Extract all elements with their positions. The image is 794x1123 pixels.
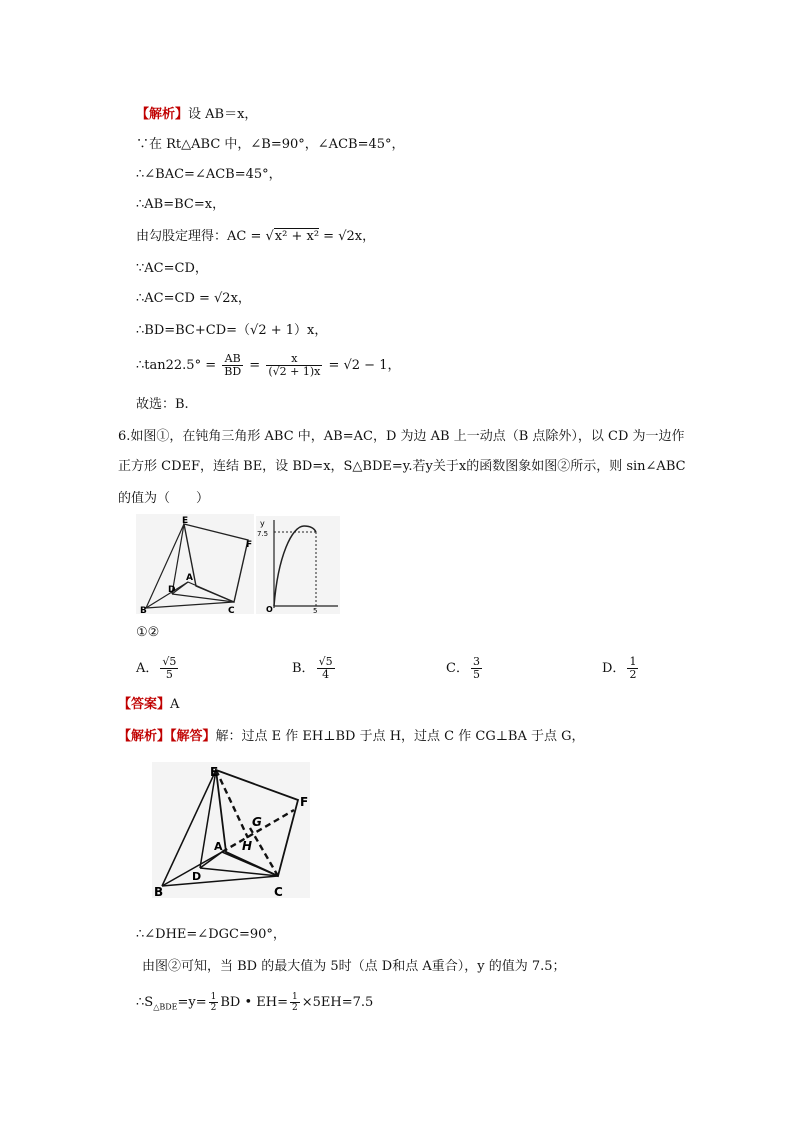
- analysis-step-1: ∴∠DHE=∠DGC=90°，: [136, 927, 286, 942]
- solution-line-3: ∴∠BAC=∠ACB=45°，: [136, 167, 282, 182]
- analysis-line: 【解析】【解答】解：过点 E 作 EH⊥BD 于点 H，过点 C 作 CG⊥BA 于点 G，: [118, 729, 585, 744]
- fraction-ab-bd: $\frac{AB}{BD}$: [224, 352, 242, 378]
- analysis-label: 【解析】: [136, 107, 189, 122]
- fig1-label-b: B: [140, 606, 147, 614]
- solution-line-6: ∵AC=CD，: [136, 261, 208, 276]
- analysis-step-3: $\therefore S_{\triangle BDE}=y=$ $\frac{1}{2}$ BD • EH= $\frac{1}{2}$ ×5EH=7.5: [136, 992, 374, 1013]
- figure-3-auxiliary-lines: [152, 762, 310, 898]
- solution-line-10: 故选：B.: [136, 397, 189, 412]
- fig3-label-g: G: [252, 815, 262, 829]
- fig1-label-f: F: [246, 540, 253, 550]
- option-c[interactable]: C． $\frac{3}{5}$: [446, 655, 480, 681]
- answer-label: 【答案】: [118, 697, 171, 712]
- fig1-label-d: D: [168, 585, 176, 595]
- fig3-label-b: B: [154, 885, 164, 898]
- analysis-solution-label: 【解析】【解答】: [118, 729, 216, 744]
- option-a[interactable]: A． $\frac{√5}{5}$: [136, 655, 177, 681]
- fig3-label-e: E: [210, 765, 219, 779]
- figure-1-triangle-square: [136, 514, 254, 614]
- fraction-x: $\frac{x}{(√2 + 1)x}$: [268, 352, 321, 378]
- figure-2-function-graph: [256, 516, 340, 614]
- fig2-label-y: y: [260, 519, 265, 528]
- solution-line-4: ∴AB=BC=x，: [136, 197, 226, 212]
- fig1-label-c: C: [228, 606, 235, 614]
- fig2-label-o: O: [266, 605, 273, 614]
- fig3-label-c: C: [274, 885, 283, 898]
- fig3-label-a: A: [214, 840, 223, 853]
- fig1-label-a: A: [186, 573, 193, 583]
- option-d[interactable]: D． $\frac{1}{2}$: [602, 655, 637, 681]
- fig1-label-e: E: [182, 516, 189, 526]
- answer-line: [118, 696, 179, 714]
- fig3-label-f: F: [300, 795, 309, 809]
- answer-value: A: [170, 697, 180, 712]
- solution-line-8: ∴BD=BC+CD=（√2 + 1）x，: [136, 323, 328, 338]
- analysis-step-2: 由图②可知，当 BD 的最大值为 5时（点 D和点 A重合），y 的值为 7.5；: [142, 959, 566, 974]
- fig3-label-h: H: [242, 839, 253, 853]
- solution-line-9: ∴tan22.5° = $\frac{AB}{BD}$ = $\frac{x}{(√2 + 1)x}$ = √2 − 1，: [136, 352, 401, 378]
- solution-line-5: 由勾股定理得：AC = √x² + x² = √2x，: [136, 229, 376, 244]
- solution-line-2: ∵在 Rt△ABC 中，∠B=90°，∠ACB=45°，: [136, 137, 405, 152]
- solution-line-1: 【解析】设 AB＝x，: [136, 107, 258, 122]
- figure-caption: ①②: [136, 625, 160, 640]
- question-6-line-1: 6.如图①，在钝角三角形 ABC 中，AB=AC，D 为边 AB 上一动点（B 点除外），以 CD 为一边作: [118, 429, 685, 444]
- option-b[interactable]: B． $\frac{√5}{4}$: [292, 655, 333, 681]
- solution-line-7: ∴AC=CD = √2x，: [136, 291, 251, 306]
- fig2-label-75: 7.5: [257, 530, 269, 538]
- fig3-label-d: D: [192, 870, 202, 883]
- question-6-line-3: 的值为（ ）: [118, 491, 210, 506]
- question-6-line-2: 正方形 CDEF，连结 BE，设 BD=x，S△BDE=y.若y关于x的函数图象如图②所示，则 sin∠ABC: [118, 459, 686, 474]
- fig2-label-5: 5: [313, 607, 318, 614]
